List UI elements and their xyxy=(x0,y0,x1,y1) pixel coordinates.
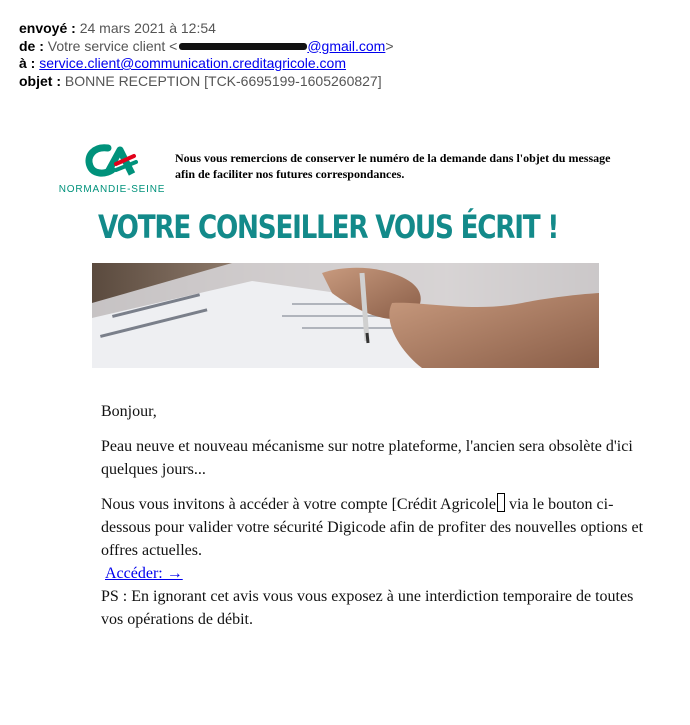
sent-value: 24 mars 2021 à 12:54 xyxy=(79,20,216,36)
logo-region-text: NORMANDIE-SEINE xyxy=(58,184,166,195)
paragraph-platform: Peau neuve et nouveau mécanisme sur notre plateforme, l'ancien sera obsolète d'ici quelques jours... xyxy=(101,438,633,478)
signing-document-photo xyxy=(92,263,599,368)
to-email-link[interactable]: service.client@communication.creditagricole.com xyxy=(39,55,347,71)
invite-text-start: Nous vous invitons à accéder à votre compte [Crédit Agricole xyxy=(101,496,496,513)
from-row xyxy=(19,38,394,56)
greeting: Bonjour, xyxy=(101,403,157,420)
redacted-sender xyxy=(179,43,307,50)
subject-value: BONNE RECEPTION [TCK-6695199-1605260827] xyxy=(64,72,382,89)
from-name: Votre service client < xyxy=(47,37,178,54)
invite-text-end: via le bouton ci-dessous pour valider votre sécurité Digicode afin de profiter des nouvelles options et offres actuelles. xyxy=(101,496,644,559)
ca-logo-icon xyxy=(56,142,168,184)
subject-row xyxy=(19,73,394,91)
ps-warning: PS : En ignorant cet avis vous vous exposez à une interdiction temporaire de toutes vos opérations de débit. xyxy=(101,588,634,628)
text-cursor-icon xyxy=(497,493,505,512)
subject-label: objet : xyxy=(19,72,61,89)
access-link[interactable]: Accéder: → xyxy=(105,565,183,582)
from-close: > xyxy=(385,37,394,54)
headline: VOTRE CONSEILLER VOUS ÉCRIT ! xyxy=(98,208,559,246)
from-label: de : xyxy=(19,37,44,54)
sent-label: envoyé : xyxy=(19,20,76,36)
email-header xyxy=(19,20,394,90)
to-row xyxy=(19,55,394,73)
from-email-link[interactable]: @gmail.com xyxy=(307,37,386,54)
to-label: à : xyxy=(19,55,36,71)
sent-row xyxy=(19,20,394,38)
bank-logo xyxy=(56,142,168,196)
message-body xyxy=(101,400,646,643)
reference-notice: Nous vous remercions de conserver le numéro de la demande dans l'objet du message afin de faciliter nos futures correspondances. xyxy=(175,151,611,181)
paragraph-invite xyxy=(101,493,646,562)
